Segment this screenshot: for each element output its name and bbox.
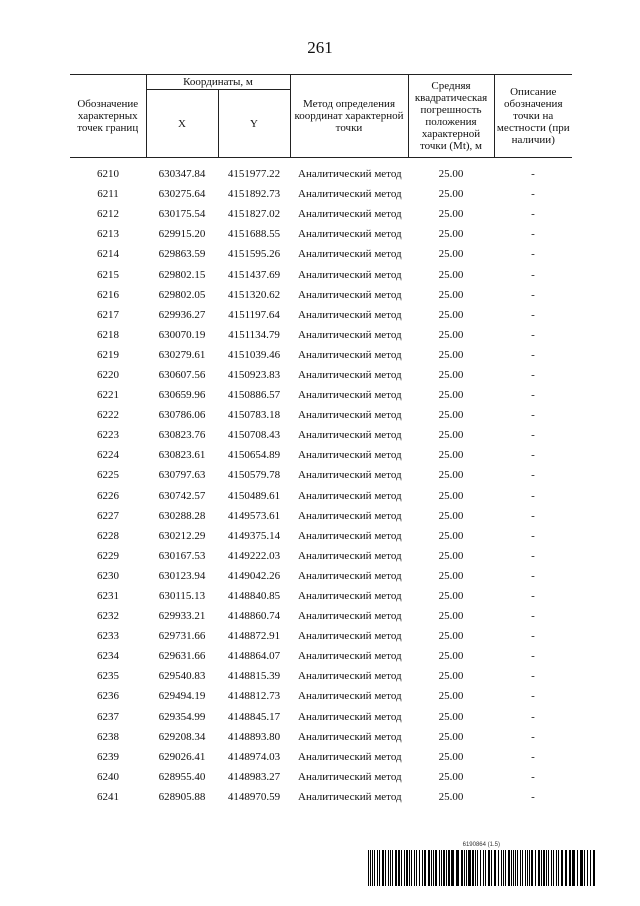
description-cell: - [531, 730, 535, 743]
point-cell: 6228 [97, 529, 119, 542]
x-cell: 630279.61 [158, 348, 206, 361]
barcode-caption: 6190864 (1.5) [462, 842, 500, 848]
point-cell: 6215 [97, 268, 119, 281]
y-cell: 4148872.91 [227, 630, 281, 643]
table-row [70, 566, 572, 586]
point-cell: 6214 [97, 248, 119, 261]
y-cell: 4151437.69 [227, 268, 281, 281]
x-cell: 630288.28 [158, 509, 206, 522]
point-cell: 6237 [97, 710, 119, 723]
point-cell: 6220 [97, 368, 119, 381]
table-row [70, 767, 572, 787]
method-cell: Аналитический метод [298, 449, 402, 462]
description-cell: - [531, 449, 535, 462]
y-cell: 4151134.79 [228, 328, 280, 341]
error-cell: 25.00 [438, 770, 464, 783]
method-cell: Аналитический метод [298, 248, 402, 261]
x-cell: 630607.56 [158, 368, 206, 381]
table-row [70, 184, 572, 204]
error-cell: 25.00 [438, 409, 464, 422]
point-cell: 6240 [97, 770, 119, 783]
table-row [70, 586, 572, 606]
method-cell: Аналитический метод [298, 228, 402, 241]
y-cell: 4150654.89 [227, 449, 281, 462]
error-cell: 25.00 [438, 509, 464, 522]
method-cell: Аналитический метод [298, 529, 402, 542]
error-cell: 25.00 [438, 610, 464, 623]
x-cell: 629936.27 [158, 308, 206, 321]
y-cell: 4149042.26 [227, 569, 281, 582]
y-cell: 4150783.18 [227, 409, 281, 422]
table-row [70, 425, 572, 445]
table-row [70, 707, 572, 727]
method-cell: Аналитический метод [298, 569, 402, 582]
error-cell: 25.00 [438, 368, 464, 381]
method-cell: Аналитический метод [298, 168, 402, 181]
error-cell: 25.00 [438, 630, 464, 643]
x-cell: 630823.76 [158, 429, 206, 442]
table-row [70, 345, 572, 365]
y-cell: 4150579.78 [227, 469, 281, 482]
table-row [70, 686, 572, 706]
table-row [70, 787, 572, 807]
error-cell: 25.00 [438, 429, 464, 442]
y-cell: 4151197.64 [228, 308, 280, 321]
table-row [70, 486, 572, 506]
method-cell: Аналитический метод [298, 469, 402, 482]
x-cell: 630797.63 [158, 469, 206, 482]
table-row [70, 158, 572, 185]
table-row [70, 526, 572, 546]
table-header [70, 75, 572, 158]
point-cell: 6216 [97, 288, 119, 301]
x-cell: 630070.19 [158, 328, 206, 341]
description-cell: - [531, 650, 535, 663]
table-row [70, 385, 572, 405]
description-cell: - [531, 208, 535, 221]
method-cell: Аналитический метод [298, 509, 402, 522]
y-cell: 4151688.55 [227, 228, 281, 241]
y-cell: 4148864.07 [227, 650, 281, 663]
description-cell: - [531, 770, 535, 783]
description-cell: - [531, 610, 535, 623]
point-cell: 6226 [97, 489, 119, 502]
point-cell: 6238 [97, 730, 119, 743]
description-cell: - [531, 328, 535, 341]
method-cell: Аналитический метод [298, 590, 402, 603]
method-cell: Аналитический метод [298, 268, 402, 281]
description-cell: - [531, 590, 535, 603]
description-cell: - [531, 429, 535, 442]
method-cell: Аналитический метод [298, 730, 402, 743]
error-cell: 25.00 [438, 188, 464, 201]
x-cell: 629802.15 [158, 268, 206, 281]
table-row [70, 646, 572, 666]
table-row [70, 405, 572, 425]
point-cell: 6235 [97, 670, 119, 683]
description-cell: - [531, 228, 535, 241]
error-cell: 25.00 [438, 529, 464, 542]
table-body [70, 158, 572, 808]
y-cell: 4150923.83 [227, 368, 281, 381]
table-row [70, 666, 572, 686]
error-cell: 25.00 [438, 348, 464, 361]
table-row [70, 747, 572, 767]
y-cell: 4151977.22 [227, 168, 281, 181]
error-cell: 25.00 [438, 168, 464, 181]
header-method: Метод определения координат характерной точки [290, 75, 408, 158]
header-error-text: Средняя квадратическая погрешность положения характерной точки (Mt), м [414, 80, 488, 152]
method-cell: Аналитический метод [298, 389, 402, 402]
error-cell: 25.00 [438, 268, 464, 281]
point-cell: 6212 [97, 208, 119, 221]
error-cell: 25.00 [438, 710, 464, 723]
point-cell: 6219 [97, 348, 119, 361]
method-cell: Аналитический метод [298, 429, 402, 442]
method-cell: Аналитический метод [298, 610, 402, 623]
y-cell: 4151595.26 [227, 248, 281, 261]
error-cell: 25.00 [438, 328, 464, 341]
header-designation: Обозначение характерных точек границ [70, 75, 146, 158]
point-cell: 6241 [97, 790, 119, 803]
point-cell: 6218 [97, 328, 119, 341]
description-cell: - [531, 188, 535, 201]
x-cell: 629208.34 [158, 730, 206, 743]
point-cell: 6232 [97, 610, 119, 623]
description-cell: - [531, 670, 535, 683]
header-description: Описание обозначения точки на местности (при наличии) [494, 75, 572, 158]
method-cell: Аналитический метод [298, 670, 402, 683]
error-cell: 25.00 [438, 389, 464, 402]
header-x: X [146, 90, 218, 158]
description-cell: - [531, 389, 535, 402]
x-cell: 630123.94 [158, 569, 206, 582]
y-cell: 4150708.43 [227, 429, 281, 442]
point-cell: 6210 [97, 168, 119, 181]
x-cell: 630659.96 [158, 389, 206, 402]
error-cell: 25.00 [438, 650, 464, 663]
description-cell: - [531, 469, 535, 482]
error-cell: 25.00 [438, 208, 464, 221]
method-cell: Аналитический метод [298, 650, 402, 663]
y-cell: 4151039.46 [227, 348, 281, 361]
y-cell: 4148983.27 [227, 770, 281, 783]
point-cell: 6227 [97, 509, 119, 522]
error-cell: 25.00 [438, 590, 464, 603]
point-cell: 6217 [97, 308, 119, 321]
table-row [70, 506, 572, 526]
header-y: Y [218, 90, 290, 158]
error-cell: 25.00 [438, 549, 464, 562]
description-cell: - [531, 549, 535, 562]
method-cell: Аналитический метод [298, 348, 402, 361]
x-cell: 629802.05 [158, 288, 206, 301]
description-cell: - [531, 529, 535, 542]
method-cell: Аналитический метод [298, 790, 402, 803]
x-cell: 629933.21 [158, 610, 206, 623]
method-cell: Аналитический метод [298, 750, 402, 763]
description-cell: - [531, 489, 535, 502]
table-row [70, 546, 572, 566]
error-cell: 25.00 [438, 469, 464, 482]
error-cell: 25.00 [438, 288, 464, 301]
header-error [408, 75, 494, 158]
point-cell: 6229 [97, 549, 119, 562]
method-cell: Аналитический метод [298, 630, 402, 643]
y-cell: 4148815.39 [227, 670, 281, 683]
description-cell: - [531, 168, 535, 181]
method-cell: Аналитический метод [298, 770, 402, 783]
coordinates-table [70, 74, 572, 807]
error-cell: 25.00 [438, 248, 464, 261]
x-cell: 629026.41 [158, 750, 206, 763]
table-row [70, 626, 572, 646]
y-cell: 4149573.61 [227, 509, 281, 522]
error-cell: 25.00 [438, 790, 464, 803]
x-cell: 629631.66 [158, 650, 206, 663]
description-cell: - [531, 790, 535, 803]
method-cell: Аналитический метод [298, 308, 402, 321]
error-cell: 25.00 [438, 308, 464, 321]
y-cell: 4148840.85 [227, 590, 281, 603]
y-cell: 4148974.03 [227, 750, 281, 763]
table-row [70, 325, 572, 345]
y-cell: 4150886.57 [227, 389, 281, 402]
x-cell: 630115.13 [158, 590, 206, 603]
y-cell: 4148860.74 [227, 610, 281, 623]
point-cell: 6233 [97, 630, 119, 643]
description-cell: - [531, 409, 535, 422]
description-cell: - [531, 368, 535, 381]
barcode-image [368, 850, 596, 886]
table-row [70, 204, 572, 224]
y-cell: 4149222.03 [227, 549, 281, 562]
y-cell: 4150489.61 [227, 489, 281, 502]
error-cell: 25.00 [438, 690, 464, 703]
description-cell: - [531, 690, 535, 703]
error-cell: 25.00 [438, 228, 464, 241]
x-cell: 630275.64 [158, 188, 206, 201]
x-cell: 628905.88 [158, 790, 206, 803]
error-cell: 25.00 [438, 730, 464, 743]
method-cell: Аналитический метод [298, 710, 402, 723]
point-cell: 6224 [97, 449, 119, 462]
x-cell: 630167.53 [158, 549, 206, 562]
y-cell: 4151892.73 [227, 188, 281, 201]
y-cell: 4148893.80 [227, 730, 281, 743]
point-cell: 6225 [97, 469, 119, 482]
x-cell: 630175.54 [158, 208, 206, 221]
table-row [70, 264, 572, 284]
method-cell: Аналитический метод [298, 409, 402, 422]
description-cell: - [531, 288, 535, 301]
x-cell: 630786.06 [158, 409, 206, 422]
y-cell: 4148970.59 [227, 790, 281, 803]
description-cell: - [531, 348, 535, 361]
y-cell: 4149375.14 [227, 529, 281, 542]
x-cell: 629354.99 [158, 710, 206, 723]
y-cell: 4151827.02 [227, 208, 281, 221]
x-cell: 630212.29 [158, 529, 206, 542]
point-cell: 6231 [97, 590, 119, 603]
point-cell: 6230 [97, 569, 119, 582]
method-cell: Аналитический метод [298, 208, 402, 221]
description-cell: - [531, 630, 535, 643]
description-cell: - [531, 569, 535, 582]
x-cell: 630742.57 [158, 489, 206, 502]
point-cell: 6223 [97, 429, 119, 442]
error-cell: 25.00 [438, 569, 464, 582]
error-cell: 25.00 [438, 750, 464, 763]
y-cell: 4148845.17 [227, 710, 281, 723]
point-cell: 6213 [97, 228, 119, 241]
method-cell: Аналитический метод [298, 549, 402, 562]
method-cell: Аналитический метод [298, 288, 402, 301]
description-cell: - [531, 268, 535, 281]
header-coordinates: Координаты, м [146, 75, 290, 90]
description-cell: - [531, 710, 535, 723]
error-cell: 25.00 [438, 489, 464, 502]
table-row [70, 465, 572, 485]
error-cell: 25.00 [438, 449, 464, 462]
barcode [368, 842, 596, 888]
x-cell: 629915.20 [158, 228, 206, 241]
table-row [70, 365, 572, 385]
x-cell: 630347.84 [158, 168, 206, 181]
table-row [70, 244, 572, 264]
point-cell: 6236 [97, 690, 119, 703]
table-row [70, 727, 572, 747]
x-cell: 629494.19 [158, 690, 206, 703]
table-row [70, 285, 572, 305]
x-cell: 629863.59 [158, 248, 206, 261]
point-cell: 6211 [97, 188, 119, 201]
table-row [70, 305, 572, 325]
description-cell: - [531, 509, 535, 522]
method-cell: Аналитический метод [298, 368, 402, 381]
description-cell: - [531, 308, 535, 321]
table-row [70, 606, 572, 626]
error-cell: 25.00 [438, 670, 464, 683]
method-cell: Аналитический метод [298, 188, 402, 201]
y-cell: 4148812.73 [227, 690, 281, 703]
page-number: 261 [307, 38, 333, 57]
x-cell: 629540.83 [158, 670, 206, 683]
x-cell: 629731.66 [158, 630, 206, 643]
point-cell: 6222 [97, 409, 119, 422]
point-cell: 6221 [97, 389, 119, 402]
table-row [70, 224, 572, 244]
description-cell: - [531, 248, 535, 261]
y-cell: 4151320.62 [227, 288, 281, 301]
method-cell: Аналитический метод [298, 489, 402, 502]
x-cell: 630823.61 [158, 449, 206, 462]
method-cell: Аналитический метод [298, 328, 402, 341]
x-cell: 628955.40 [158, 770, 206, 783]
description-cell: - [531, 750, 535, 763]
point-cell: 6234 [97, 650, 119, 663]
table-row [70, 445, 572, 465]
point-cell: 6239 [97, 750, 119, 763]
method-cell: Аналитический метод [298, 690, 402, 703]
